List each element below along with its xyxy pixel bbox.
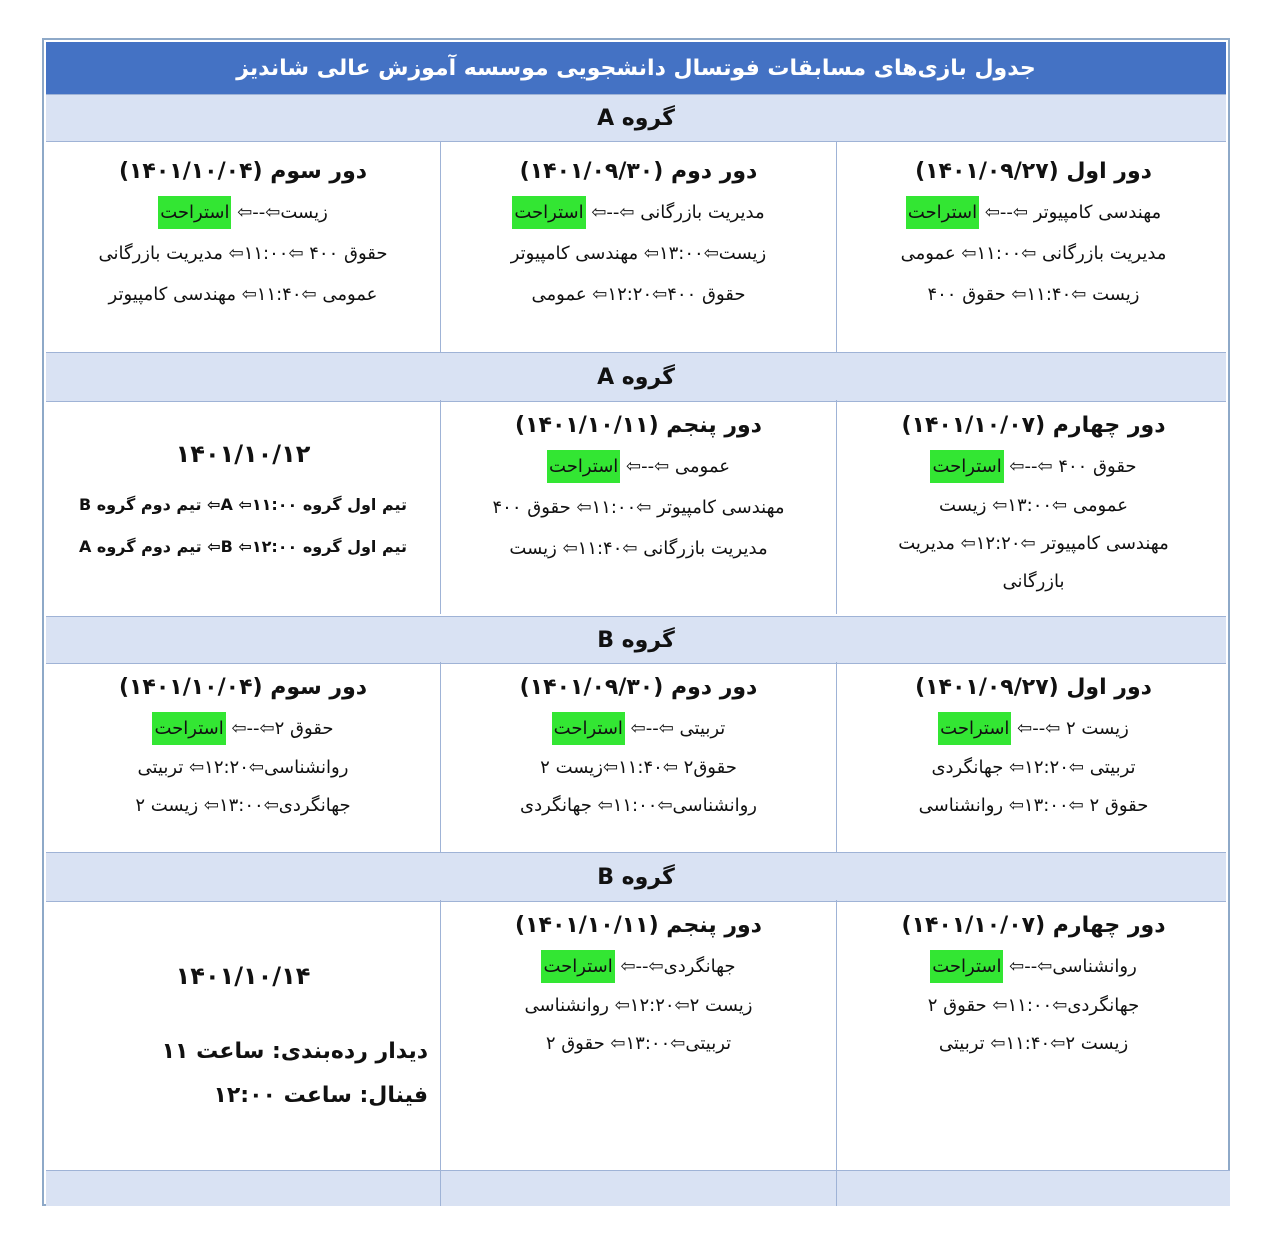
group-band: گروه A: [46, 94, 1226, 142]
knockout-cell: [46, 400, 440, 614]
match-line: روانشناسی⇦--⇦ استراحت: [837, 946, 1230, 987]
rest-badge: استراحت: [541, 950, 614, 983]
round-cell: [836, 900, 1230, 1170]
rest-badge: استراحت: [547, 450, 620, 483]
round-heading: دور دوم (۱۴۰۱/۰۹/۳۰): [519, 159, 758, 184]
round-heading: دور پنجم (۱۴۰۱/۱۰/۱۱): [515, 413, 762, 438]
round-heading: دور چهارم (۱۴۰۱/۱۰/۰۷): [901, 413, 1166, 438]
schedule-table: [42, 38, 1230, 1206]
match-line: عمومی ⇦۱۱:۴۰⇦ مهندسی کامپیوتر: [108, 284, 378, 305]
round-heading: دور سوم (۱۴۰۱/۱۰/۰۴): [118, 675, 368, 700]
empty-cell: [440, 1170, 836, 1206]
match-line: جهانگردی⇦۱۱:۰۰⇦ حقوق ۲: [927, 995, 1140, 1016]
table-title: جدول بازی‌های مسابقات فوتسال دانشجویی موسسه آموزش عالی شاندیز: [46, 42, 1226, 94]
round-cell: [836, 662, 1230, 852]
knockout-match: تیم اول گروه A ⇦۱۱:۰۰⇦ تیم دوم گروه B: [78, 495, 408, 514]
knockout-date: ۱۴۰۱/۱۰/۱۲: [175, 440, 311, 468]
round-cell: [46, 142, 440, 352]
match-line: جهانگردی⇦۱۳:۰۰⇦ زیست ۲: [135, 795, 351, 816]
match-line: حقوق۲ ⇦۱۱:۴۰⇦زیست ۲: [540, 757, 737, 778]
group-band: گروه B: [46, 852, 1226, 902]
rest-badge: استراحت: [158, 196, 231, 229]
round-cell: [440, 400, 836, 614]
match-line: حقوق ۲⇦--⇦ استراحت: [46, 708, 440, 749]
match-line: حقوق ۴۰۰⇦۱۲:۲۰⇦ عمومی: [531, 284, 746, 305]
round-heading: دور چهارم (۱۴۰۱/۱۰/۰۷): [901, 913, 1166, 938]
round-cell: [836, 142, 1230, 352]
match-line: تربیتی⇦۱۳:۰۰⇦ حقوق ۲: [545, 1033, 732, 1054]
match-line: زیست ۲⇦۱۱:۴۰⇦ تربیتی: [938, 1033, 1129, 1054]
group-band: گروه A: [46, 352, 1226, 402]
round-heading: دور اول (۱۴۰۱/۰۹/۲۷): [915, 159, 1152, 184]
match-line: تربیتی ⇦--⇦ استراحت: [441, 708, 836, 749]
match-line: زیست⇦۱۳:۰۰⇦ مهندسی کامپیوتر: [510, 243, 767, 264]
match-line: زیست ۲⇦۱۲:۲۰⇦ روانشناسی: [524, 995, 753, 1016]
final-match: فینال: ساعت ۱۲:۰۰: [213, 1083, 428, 1108]
empty-cell: [836, 1170, 1230, 1206]
rest-badge: استراحت: [512, 196, 585, 229]
knockout-match: تیم اول گروه B ⇦۱۲:۰۰⇦ تیم دوم گروه A: [78, 537, 408, 556]
round-heading: دور اول (۱۴۰۱/۰۹/۲۷): [915, 675, 1152, 700]
match-line: مدیریت بازرگانی ⇦۱۱:۴۰⇦ زیست: [509, 538, 768, 559]
match-line: عمومی ⇦--⇦ استراحت: [441, 446, 836, 487]
round-cell: [836, 400, 1230, 614]
rest-badge: استراحت: [930, 950, 1003, 983]
round-heading: دور دوم (۱۴۰۱/۰۹/۳۰): [519, 675, 758, 700]
round-heading: دور سوم (۱۴۰۱/۱۰/۰۴): [118, 159, 368, 184]
match-line: حقوق ۴۰۰ ⇦--⇦ استراحت: [837, 446, 1230, 487]
round-heading: دور پنجم (۱۴۰۱/۱۰/۱۱): [515, 913, 762, 938]
match-line: حقوق ۴۰۰ ⇦۱۱:۰۰⇦ مدیریت بازرگانی: [98, 243, 388, 264]
third-place-match: دیدار رده‌بندی: ساعت ۱۱: [161, 1039, 428, 1064]
round-cell: [440, 900, 836, 1170]
rest-badge: استراحت: [930, 450, 1003, 483]
rest-badge: استراحت: [552, 712, 625, 745]
match-line: مهندسی کامپیوتر ⇦--⇦ استراحت: [837, 192, 1230, 233]
match-line: تربیتی ⇦۱۲:۲۰⇦ جهانگردی: [931, 757, 1136, 778]
match-line: مدیریت بازرگانی ⇦--⇦ استراحت: [441, 192, 836, 233]
round-cell: [46, 662, 440, 852]
match-line: جهانگردی⇦--⇦ استراحت: [441, 946, 836, 987]
match-line: روانشناسی⇦۱۲:۲۰⇦ تربیتی: [137, 757, 349, 778]
match-line: زیست ۲ ⇦--⇦ استراحت: [837, 708, 1230, 749]
rest-badge: استراحت: [906, 196, 979, 229]
match-line: مهندسی کامپیوتر ⇦۱۲:۲۰⇦ مدیریت: [898, 533, 1169, 554]
match-line: عمومی ⇦۱۳:۰۰⇦ زیست: [939, 495, 1128, 516]
rest-badge: استراحت: [938, 712, 1011, 745]
empty-cell: [46, 1170, 440, 1206]
finals-date: ۱۴۰۱/۱۰/۱۴: [175, 962, 311, 990]
match-line: حقوق ۲ ⇦۱۳:۰۰⇦ روانشناسی: [918, 795, 1149, 816]
rest-badge: استراحت: [152, 712, 225, 745]
round-cell: [440, 142, 836, 352]
match-line: مدیریت بازرگانی ⇦۱۱:۰۰⇦ عمومی: [900, 243, 1167, 264]
match-line: روانشناسی⇦۱۱:۰۰⇦ جهانگردی: [520, 795, 757, 816]
match-line: زیست⇦--⇦ استراحت: [46, 192, 440, 233]
finals-cell: [46, 900, 440, 1170]
match-line: مهندسی کامپیوتر ⇦۱۱:۰۰⇦ حقوق ۴۰۰: [492, 497, 785, 518]
match-line: بازرگانی: [1002, 571, 1065, 592]
round-cell: [440, 662, 836, 852]
match-line: زیست ⇦۱۱:۴۰⇦ حقوق ۴۰۰: [927, 284, 1140, 305]
group-band: گروه B: [46, 616, 1226, 664]
